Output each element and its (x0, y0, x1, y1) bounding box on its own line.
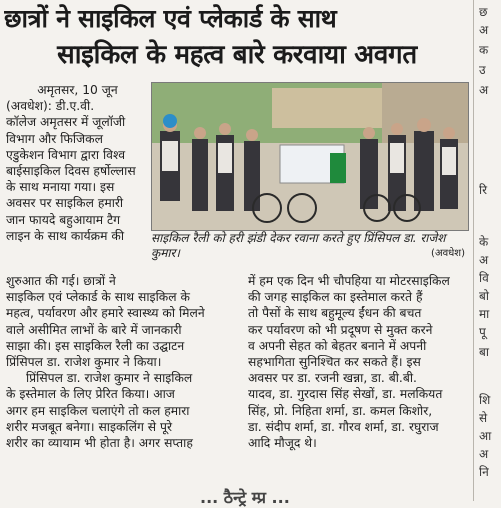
article-line: शुरुआत की गई। छात्रों ने (6, 274, 116, 288)
next-headline-fragment: ... ठैन्ट्रे म्प्र ... (200, 488, 290, 507)
article-line: सिंह, प्रो. निहिता शर्मा, डा. कमल किशोर, (248, 403, 433, 418)
fragment-line: अ (479, 253, 489, 267)
fragment-line: बा (479, 345, 489, 359)
fragment-line: पू (479, 325, 486, 339)
article-line: तो पैसों के साथ बहुमूल्य ईंधन की बचत (248, 306, 422, 321)
article-line: डा. संदीप शर्मा, डा. गौरव शर्मा, डा. रघुराज (248, 419, 439, 434)
article-line: के इस्तेमाल के लिए प्रेरित किया। आज (6, 387, 175, 402)
article-line: अमृतसर, 10 जून (37, 83, 118, 97)
article-line: के साथ मनाया गया। इस (6, 180, 115, 195)
article-line: व अपनी सेहत को बेहतर बनाने में अपनी (248, 338, 427, 353)
caption-text: साइकिल रैली को हरी झंडी देकर रवाना करते हुए प्रिंसिपल डा. राजेश कुमार। (151, 231, 446, 260)
article-line: प्रिंसिपल डा. राजेश कुमार ने किया। (6, 355, 162, 370)
article-line: साइकिल एवं प्लेकार्ड के साथ साइकिल के (6, 290, 190, 305)
fragment-line: छ (479, 5, 488, 19)
article-line: वाले असीमित लाभों के बारे में जानकारी (6, 322, 182, 337)
article-right-column (248, 273, 470, 451)
adjacent-article-fragment (476, 0, 501, 501)
fragment-line: शि (479, 393, 491, 407)
fragment-line: बो (479, 289, 489, 303)
article-line: महत्व, पर्यावरण और हमारे स्वास्थ्य को मिलने (6, 306, 205, 321)
headline-line-1: छात्रों ने साइकिल एवं प्लेकार्ड के साथ (4, 4, 337, 33)
fragment-line: अ (479, 83, 489, 97)
article-line: अवसर पर डा. रजनी खन्ना, डा. बी.बी. (248, 371, 417, 386)
fragment-line: अ (479, 23, 489, 37)
fragment-line: आ (479, 429, 492, 443)
fragment-line: मा (479, 307, 490, 321)
article-line: की जगह साइकिल का इस्तेमाल करते हैं (248, 290, 423, 305)
headline-line-2: साइकिल के महत्व बारे करवाया अवगत (57, 40, 417, 70)
article-line: यादव, डा. गुरदास सिंह सेखों, डा. मलकियत (248, 387, 443, 402)
article-line: में हम एक दिन भी चौपहिया या मोटरसाइकिल (248, 274, 450, 288)
article-line: कॉलेज अमृतसर में जूलॉजी (6, 115, 126, 130)
article-line: लाइन के साथ कार्यक्रम की (6, 228, 125, 243)
article-line: (अवधेश): डी.ए.वी. (6, 99, 95, 114)
article-line: विभाग और फिजिकल (6, 131, 103, 146)
article-line: एडुकेशन विभाग द्वारा विश्व (6, 147, 126, 162)
article-line: आदि मौजूद थे। (248, 436, 317, 451)
fragment-line: रि (479, 183, 488, 197)
article-lead-bottom (6, 273, 241, 451)
article-line: शरीर मजबूत बनेगा। साइकलिंग से पूरे (6, 419, 173, 434)
fragment-line: उ (479, 63, 486, 77)
news-photo-cycle-rally (151, 82, 469, 231)
article-line: शरीर का व्यायाम भी होता है। अगर सप्ताह (6, 436, 193, 451)
photo-illustration (152, 83, 468, 230)
article-line: सहभागिता सुनिश्चित कर सकते हैं। इस (248, 355, 421, 370)
article-line: साझा की। इस साइकिल रैली का उद्घाटन (6, 338, 185, 353)
article-line: अवसर पर साइकिल हमारी (6, 196, 124, 211)
article-line: कर पर्यावरण को भी प्रदूषण से मुक्त करने (248, 322, 433, 337)
fragment-line: से (479, 411, 488, 425)
fragment-line: के (479, 235, 489, 249)
article-line: प्रिंसिपल डा. राजेश कुमार ने साइकिल (26, 371, 193, 386)
photo-caption (151, 231, 467, 261)
article-line: अगर हम साइकिल चलाएंगे तो कल हमारा (6, 403, 190, 418)
fragment-line: क (479, 43, 489, 57)
article-line: बाईसाइकिल दिवस हर्षोल्लास (6, 164, 136, 179)
column-divider (473, 0, 474, 501)
fragment-line: वि (479, 271, 489, 285)
article-line: जान फायदे बहुआयाम टैग (6, 212, 121, 227)
article-lead-top (6, 82, 149, 244)
fragment-line: अ (479, 447, 489, 461)
caption-source: (अवधेश) (431, 248, 465, 259)
fragment-line: नि (479, 465, 489, 479)
